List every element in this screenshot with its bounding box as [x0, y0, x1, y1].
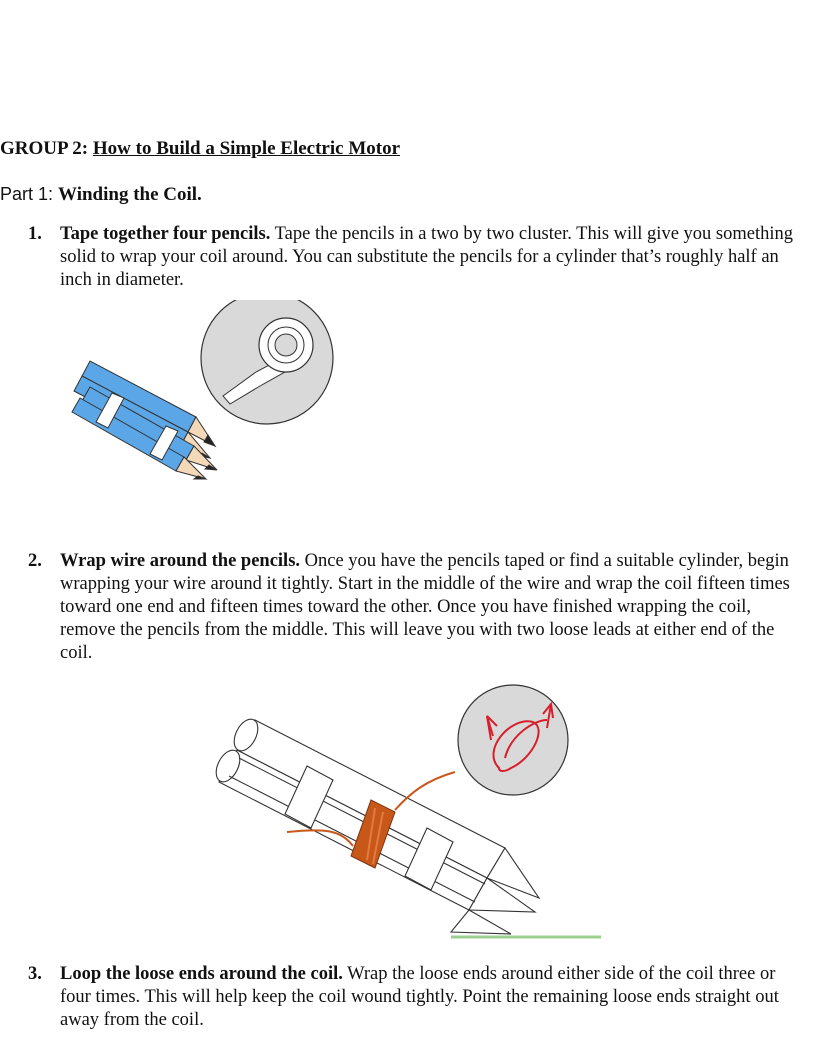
- step-lead: Wrap wire around the pencils.: [60, 551, 301, 571]
- step-text: Tape the pencils in a two by two cluster. This will give you something solid to wrap your coil around. You can substitute the pencils for a cylinder that’s roughly half an inch in diameter.: [60, 224, 793, 290]
- coil-inset: [458, 685, 568, 795]
- group-heading-title: How to Build a Simple Electric Motor: [92, 138, 401, 159]
- step-body: [60, 550, 808, 665]
- group-heading: [0, 138, 400, 160]
- step-number: 2.: [28, 551, 42, 571]
- step-1: [28, 223, 808, 292]
- pencil-bundle: [72, 361, 217, 479]
- step-number: 1.: [28, 224, 42, 244]
- part-heading: [0, 184, 202, 206]
- step-text: Once you have the pencils taped or find a suitable cylinder, begin wrapping your wire around it tightly. Start in the middle of the wire and wrap the coil fifteen times toward one end and fifteen times toward the other. Once you have finished wrapping the coil, remove the pencils from the middle. This will leave you with two loose leads at either end of the coil.: [60, 551, 790, 663]
- part-heading-title: Winding the Coil.: [58, 184, 202, 205]
- step-lead: Tape together four pencils.: [60, 224, 271, 244]
- step-body: [60, 963, 808, 1032]
- part-heading-prefix: Part 1:: [0, 184, 59, 204]
- step-2: [28, 550, 808, 665]
- group-heading-prefix: GROUP 2:: [0, 138, 93, 159]
- step-3: [28, 963, 808, 1032]
- step-text: Wrap the loose ends around either side of the coil three or four times. This will help keep the coil wound tightly. Point the remaining loose ends straight out away from the coil.: [60, 964, 779, 1030]
- step-lead: Loop the loose ends around the coil.: [60, 964, 343, 984]
- taped-pencils-figure: [60, 300, 350, 485]
- tape-roll-inset: [201, 300, 333, 424]
- step-body: [60, 223, 808, 292]
- step-number: 3.: [28, 964, 42, 984]
- coil-wrapping-figure: [215, 680, 605, 942]
